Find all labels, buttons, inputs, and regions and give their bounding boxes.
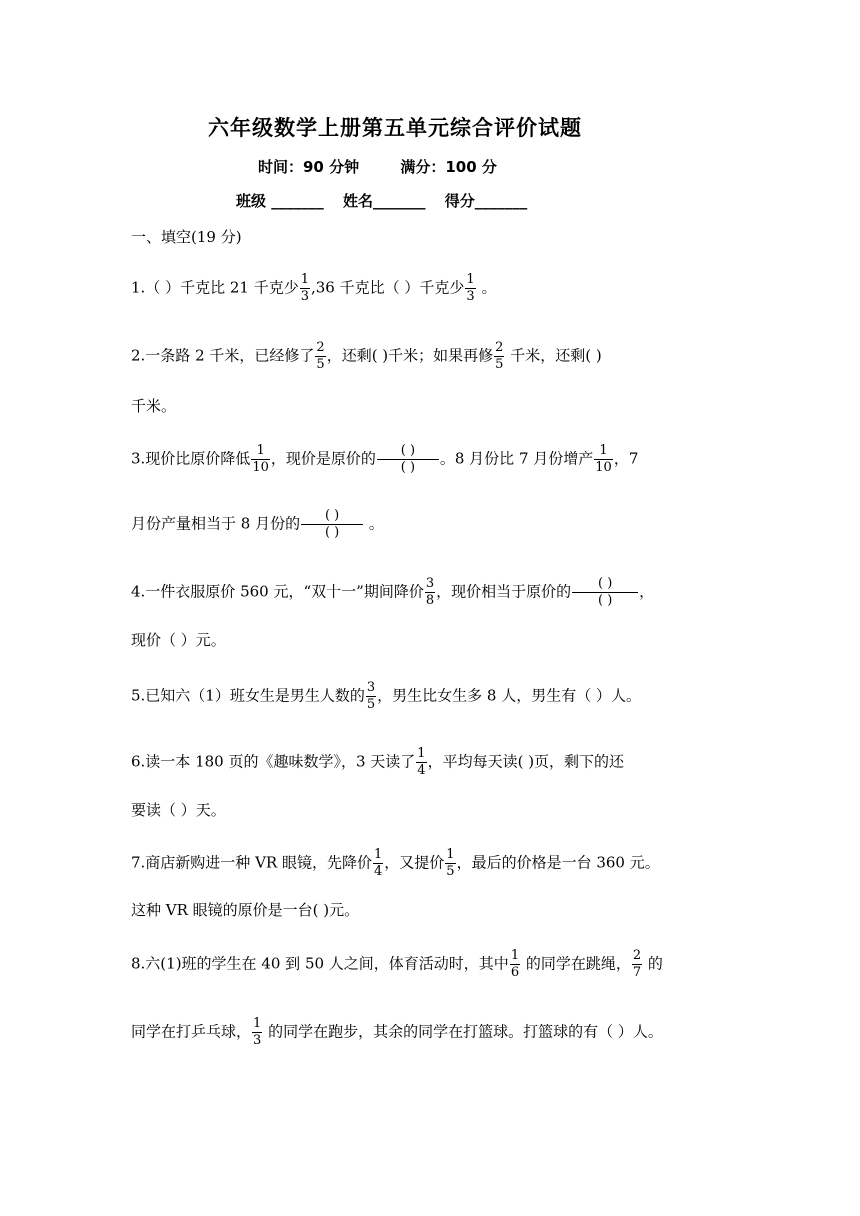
fraction: $\frac{1}{10}$: [595, 443, 612, 475]
section-heading: 一、填空(19 分): [131, 228, 242, 246]
q3-text-d: ，7: [613, 449, 639, 468]
q1-text-b: ,36 千克比（ ）千克少: [311, 278, 465, 297]
fraction: $\frac{3}{5}$: [366, 680, 376, 712]
q2-text-a: 2.一条路 2 千米，已经修了: [131, 346, 315, 365]
q6-text-b: ，平均每天读( )页，剩下的还: [427, 752, 625, 771]
q3-text-c: 。8 月份比 7 月份增产: [439, 449, 594, 468]
question-2: [131, 340, 602, 373]
fraction: $\frac{3}{8}$: [425, 576, 435, 608]
name-field[interactable]: 姓名_______: [342, 192, 426, 210]
class-field[interactable]: 班级 _______: [236, 192, 324, 210]
q8-text-c: 的: [643, 954, 663, 973]
q2-text-b: ，还剩( )千米；如果再修: [326, 346, 494, 365]
score-field[interactable]: 得分_______: [444, 192, 528, 210]
question-7: [131, 847, 660, 880]
question-2-cont: 千米。: [131, 397, 177, 415]
q8-text-e: 的同学在跑步，其余的同学在打篮球。打篮球的有（ ）人。: [263, 1022, 663, 1041]
question-3: [131, 443, 638, 476]
question-6: [131, 746, 624, 779]
blank-fraction[interactable]: $\frac{( )}{( )}$: [572, 576, 638, 609]
q2-text-c: 千米，还剩( ): [505, 346, 602, 365]
question-6-cont: 要读（ ）天。: [131, 801, 226, 819]
fraction: $\frac{1}{10}$: [252, 443, 269, 475]
question-8: [131, 948, 663, 981]
q7-text-b: ，又提价: [384, 853, 445, 872]
fraction: $\frac{1}{4}$: [373, 847, 383, 879]
q4-text-a: 4.一件衣服原价 560 元，“双十一”期间降价: [131, 582, 424, 601]
question-4-cont: 现价（ ）元。: [131, 631, 226, 649]
q3-text-f: 。: [364, 514, 384, 533]
q1-text-a: 1.（ ）千克比 21 千克少: [131, 278, 299, 297]
fraction: $\frac{1}{3}$: [253, 1016, 262, 1048]
fraction: $\frac{1}{3}$: [300, 272, 309, 304]
q6-text-a: 6.读一本 180 页的《趣味数学》，3 天读了: [131, 752, 416, 771]
fraction: $\frac{2}{7}$: [632, 948, 642, 980]
q3-text-a: 3.现价比原价降低: [131, 449, 251, 468]
question-3-cont: [131, 508, 384, 541]
exam-full-score: 满分：100 分: [400, 158, 497, 176]
student-fields: [236, 190, 541, 211]
blank-fraction[interactable]: $\frac{( )}{( )}$: [301, 508, 363, 541]
exam-info: [258, 156, 533, 177]
q8-text-d: 同学在打乒乓球，: [131, 1022, 252, 1041]
blank-fraction[interactable]: $\frac{( )}{( )}$: [377, 443, 439, 476]
q1-text-c: 。: [476, 278, 497, 297]
q4-text-c: ，: [639, 582, 655, 601]
fraction: $\frac{1}{4}$: [417, 746, 426, 778]
q8-text-a: 8.六(1)班的学生在 40 到 50 人之间，体育活动时，其中: [131, 954, 509, 973]
q5-text-a: 5.已知六（1）班女生是男生人数的: [131, 686, 365, 705]
question-1: [131, 272, 496, 305]
q8-text-b: 的同学在跳绳，: [521, 954, 631, 973]
question-8-cont: [131, 1016, 663, 1049]
page-title: 六年级数学上册第五单元综合评价试题: [208, 116, 582, 140]
exam-time: 时间：90 分钟: [258, 158, 360, 176]
question-4: [131, 576, 654, 609]
fraction: $\frac{1}{5}$: [446, 847, 455, 879]
fraction: $\frac{1}{3}$: [466, 272, 475, 304]
question-5: [131, 680, 641, 713]
q7-text-c: ，最后的价格是一台 360 元。: [456, 853, 660, 872]
fraction: $\frac{1}{6}$: [510, 948, 520, 980]
q3-text-b: ，现价是原价的: [270, 449, 376, 468]
fraction: $\frac{2}{5}$: [316, 340, 325, 372]
fraction: $\frac{2}{5}$: [495, 340, 504, 372]
q3-text-e: 月份产量相当于 8 月份的: [131, 514, 301, 533]
q4-text-b: ，现价相当于原价的: [436, 582, 572, 601]
question-7-cont: 这种 VR 眼镜的原价是一台( )元。: [131, 901, 360, 919]
q7-text-a: 7.商店新购进一种 VR 眼镜，先降价: [131, 853, 372, 872]
q5-text-b: ，男生比女生多 8 人，男生有（ ）人。: [377, 686, 641, 705]
